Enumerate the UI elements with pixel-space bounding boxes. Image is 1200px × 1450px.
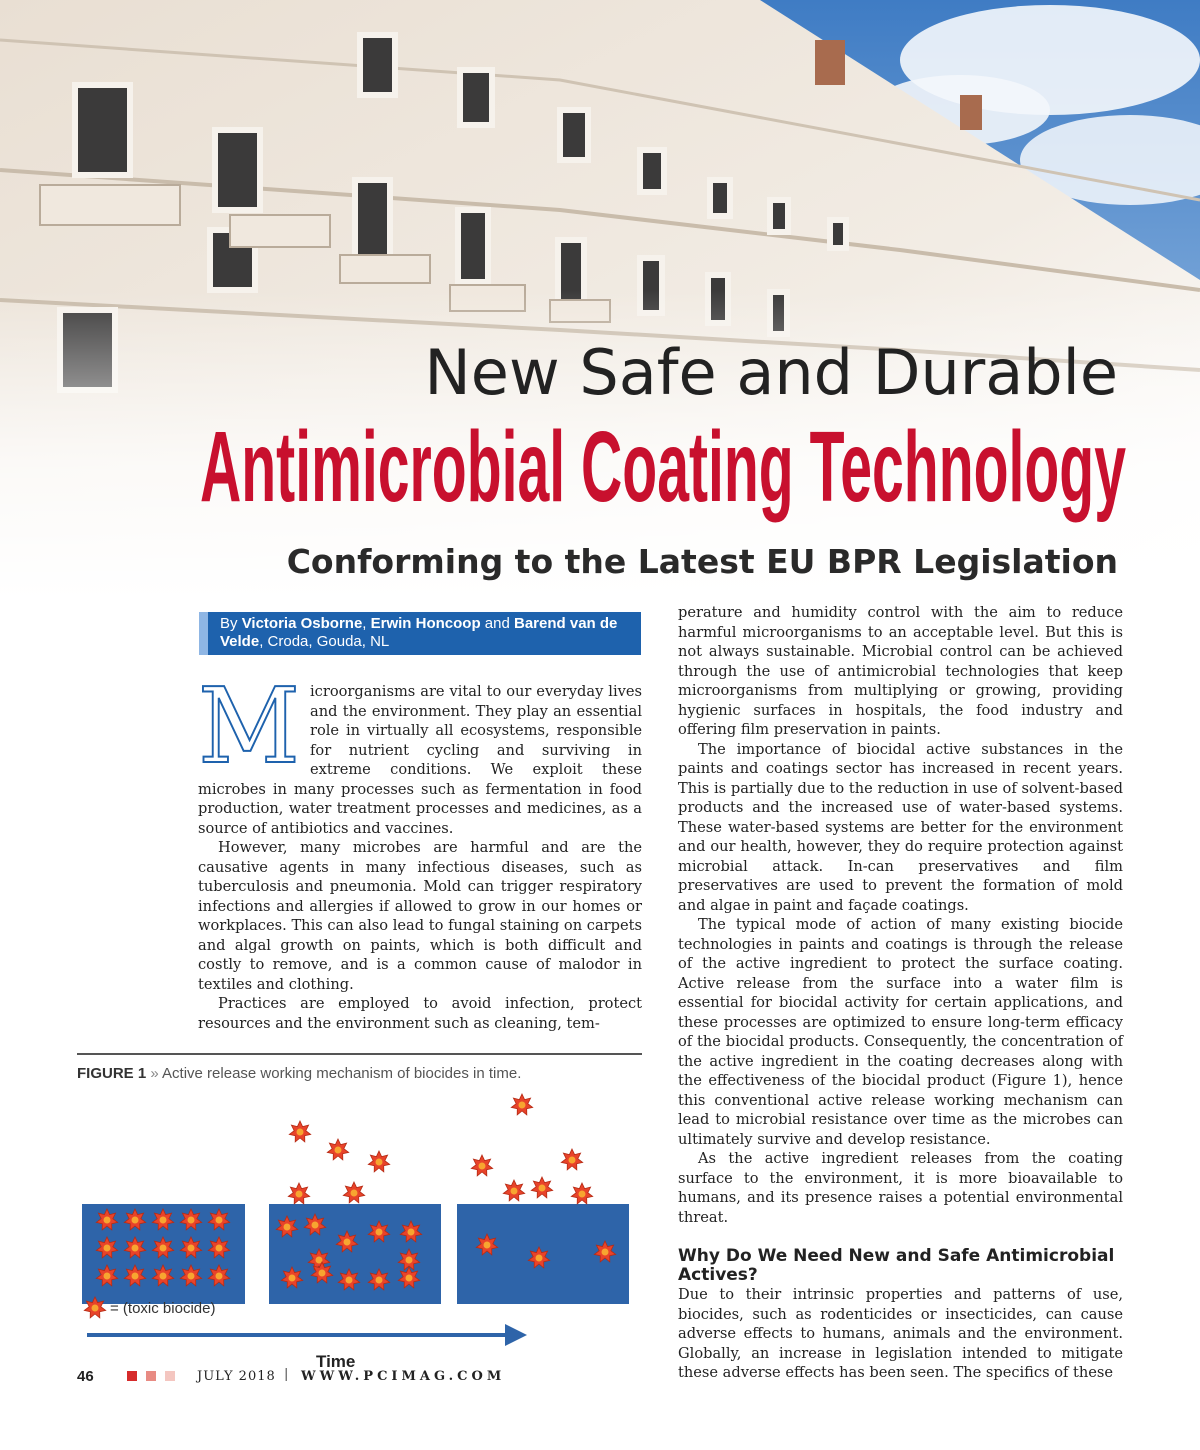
biocide-star-core — [104, 1245, 111, 1252]
footer-square — [165, 1371, 175, 1381]
biocide-star-core — [344, 1239, 351, 1246]
biocide-star-core — [188, 1245, 195, 1252]
biocide-star-core — [406, 1275, 413, 1282]
time-arrow-head — [505, 1324, 527, 1346]
page-number: 46 — [77, 1368, 94, 1385]
figure-time-label: Time — [316, 1352, 356, 1371]
biocide-star-core — [408, 1229, 415, 1236]
biocide-star-core — [539, 1185, 546, 1192]
biocide-star-core — [132, 1273, 139, 1280]
biocide-star-core — [160, 1217, 167, 1224]
biocide-star-core — [579, 1191, 586, 1198]
biocide-star-core — [536, 1255, 543, 1262]
figure-legend: = (toxic biocide) — [110, 1300, 216, 1317]
paragraph: Due to their intrinsic properties and patterns of use, biocides, such as rodenticides or insecticides, can cause adverse effects to humans, animals and the environment. Globally, an increase in legislation intended to mitigate these adverse effects has been seen. The specifics of these — [678, 1286, 1123, 1381]
paragraph: The typical mode of action of many existing biocide technologies in paints and coatings is through the release of the active ingredient to protect the surface coating. Active release from the surface into a water film is essential for biocidal activity for certain applications, and these processes are optimized to ensure long-term efficacy of the biocidal products. Consequently, the concentration of the active ingredient in the coating decreases along with the effectiveness of the biocidal product (Figure 1), hence this conventional active release working mechanism can lead to microbial resistance over time as the microbes can ultimately survive and develop resistance. — [678, 916, 1123, 1148]
byline-affiliation: , Croda, Gouda, NL — [259, 633, 390, 650]
biocide-star-core — [519, 1102, 526, 1109]
biocide-star-core — [289, 1275, 296, 1282]
chevron-icon: » — [150, 1065, 159, 1082]
biocide-star-core — [132, 1245, 139, 1252]
biocide-star-core — [160, 1273, 167, 1280]
website: WWW.PCIMAG.COM — [301, 1369, 506, 1384]
drop-cap — [196, 684, 304, 770]
biocide-star-core — [104, 1273, 111, 1280]
biocide-star-core — [569, 1157, 576, 1164]
paragraph: The importance of biocidal active substances in the paints and coatings sector has increased in recent years. This is partially due to the reduction in use of solvent-based products and the increased use of water-based systems. These water-based systems are better for the environment and our health, however, they do require protection against microbial attack. In-can preservatives and film preservatives are used to prevent the formation of mold and algae in paint and façade coatings. — [678, 740, 1123, 914]
byline-sep: , — [362, 615, 367, 632]
issue-date: JULY 2018 — [197, 1369, 276, 1384]
author-3: Barend van de Velde — [220, 615, 618, 650]
drop-cap-letter: M — [198, 684, 300, 770]
figure-label: FIGURE 1 — [77, 1065, 147, 1082]
biocide-star-core — [602, 1249, 609, 1256]
byline-prefix: By — [220, 615, 238, 632]
biocide-star-core — [312, 1222, 319, 1229]
footer-separator: | — [284, 1367, 289, 1382]
paragraph: icroorganisms are vital to our everyday lives and the environment. They play an essential role in virtually all ecosystems, responsible for nutrient cycling and surviving in extreme conditions. We exploit these microbes in many processes such as fermentation in food production, water treatment processes and medicines, as a source of antibiotics and vaccines. — [198, 683, 642, 837]
biocide-star-core — [376, 1277, 383, 1284]
paragraph: As the active ingredient releases from the coating surface to the environment, it is more bioavailable to humans, and its presence raises a potential environmental threat. — [678, 1150, 1123, 1226]
article-column-right — [678, 603, 1123, 1383]
paragraph: However, many microbes are harmful and are the causative agents in many infectious diseases, such as tuberculosis and pneumonia. Mold can trigger respiratory infections and allergies if allowed to grow in our homes or workplaces. This can also lead to fungal staining on carpets and algal growth on paints, which is both difficult and costly to remove, and is a common cause of malodor in textiles and clothing. — [198, 839, 642, 993]
biocide-star-core — [376, 1159, 383, 1166]
headline-line-2 — [200, 413, 1130, 523]
figure-caption-text: Active release working mechanism of biocides in time. — [162, 1065, 522, 1082]
paragraph: perature and humidity control with the aim to reduce harmful microorganisms to an acceptable level. But this is not always sustainable. Microbial control can be achieved through the use of antimicrobial technologies that keep microorganisms from multiplying or growing, providing hygienic surfaces in hospitals, the food industry and offering film preservation in paints. — [678, 604, 1123, 738]
footer-square — [127, 1371, 137, 1381]
byline-and: and — [484, 615, 510, 632]
biocide-star-core — [376, 1229, 383, 1236]
biocide-star-core — [188, 1217, 195, 1224]
biocide-star-core — [296, 1191, 303, 1198]
biocide-star-core — [319, 1270, 326, 1277]
biocide-star-core — [351, 1190, 358, 1197]
headline-line-2-text: Antimicrobial Coating Technology — [200, 413, 1127, 523]
biocide-star-core — [479, 1163, 486, 1170]
biocide-star-core — [160, 1245, 167, 1252]
biocide-star-core — [216, 1273, 223, 1280]
figure-caption — [77, 1065, 521, 1082]
biocide-star-core — [335, 1147, 342, 1154]
figure-rule — [77, 1053, 642, 1055]
biocide-star-core — [216, 1245, 223, 1252]
biocide-star-core — [188, 1273, 195, 1280]
biocide-star-core — [406, 1257, 413, 1264]
headline-line-3: Conforming to the Latest EU BPR Legislation — [286, 542, 1118, 581]
author-1: Victoria Osborne — [241, 615, 363, 632]
footer-square — [146, 1371, 156, 1381]
biocide-star-core — [216, 1217, 223, 1224]
biocide-star-core — [104, 1217, 111, 1224]
article-column-left — [198, 682, 642, 1033]
biocide-star-core — [284, 1224, 291, 1231]
biocide-star-core — [484, 1242, 491, 1249]
paragraph: Practices are employed to avoid infection, protect resources and the environment such as cleaning, tem- — [198, 995, 642, 1032]
biocide-star-core — [92, 1305, 99, 1312]
author-2: Erwin Honcoop — [370, 615, 481, 632]
biocide-star-core — [346, 1277, 353, 1284]
section-heading: Why Do We Need New and Safe Antimicrobial Actives? — [678, 1246, 1115, 1285]
biocide-star-core — [511, 1188, 518, 1195]
biocide-star-core — [297, 1129, 304, 1136]
headline-line-1: New Safe and Durable — [424, 336, 1118, 409]
figure-diagram — [77, 1090, 642, 1380]
biocide-star-core — [132, 1217, 139, 1224]
byline — [199, 612, 641, 655]
